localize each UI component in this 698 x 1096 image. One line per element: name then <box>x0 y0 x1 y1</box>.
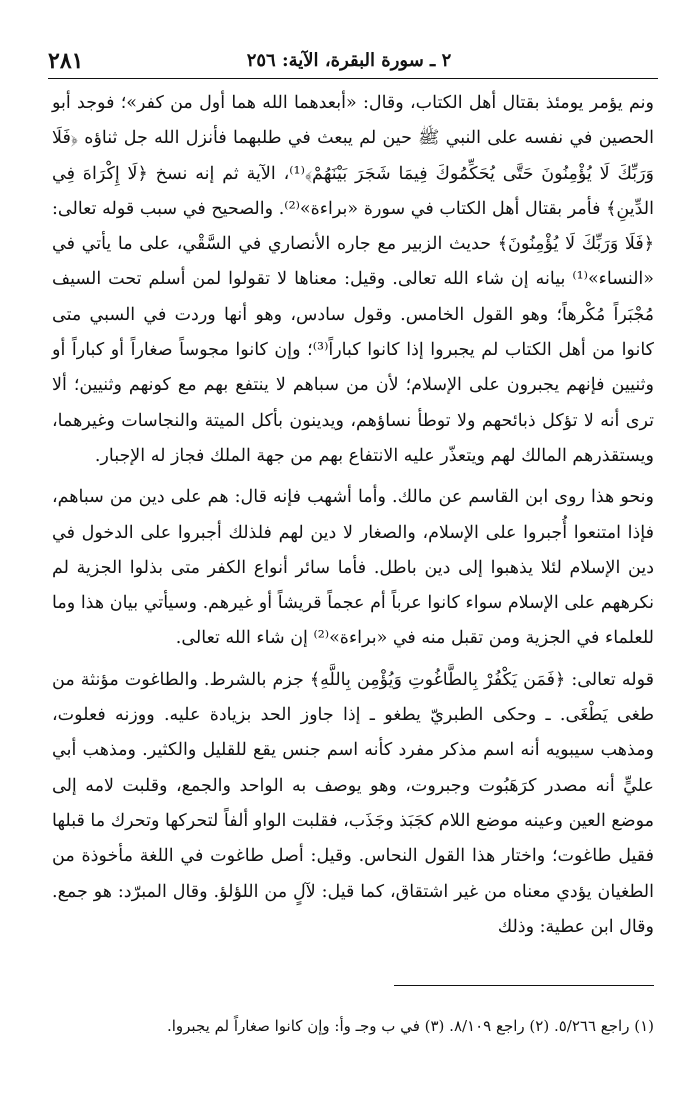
paragraph-1: ونم يؤمر يومئذ بقتال أهل الكتاب، وقال: «أبعدهما الله هما أول من كفر»؛ فوجد أبو الحصين في نفسه على النبي ﷺ حين لم يبعث في طلبهما فأنزل الله جل ثناؤه ﴿فَلَا وَرَبِّكَ لَا يُؤْمِنُونَ حَتَّى يُحَكِّمُوكَ فِيمَا شَجَرَ بَيْنَهُمْ﴾⁽¹⁾، الآية ثم إنه نسخ ﴿لَا إِكْرَاهَ فِي الدِّينِ﴾ فأمر بقتال أهل الكتاب في سورة «براءة»⁽²⁾. والصحيح في سبب قوله تعالى: ﴿فَلَا وَرَبِّكَ لَا يُؤْمِنُونَ﴾ حديث الزبير مع جاره الأنصاري في السَّقْي، على ما يأتي في «النساء»⁽¹⁾ بيانه إن شاء الله تعالى. وقيل: معناها لا تقولوا لمن أسلم تحت السيف مُجْبَراً مُكْرهاً؛ وهو القول الخامس. وقول سادس، وهو أنها وردت في السبي متى كانوا من أهل الكتاب لم يجبروا إذا كانوا كباراً⁽³⁾؛ وإن كانوا مجوساً صغاراً أو كباراً أو وثنيين فإنهم يجبرون على الإسلام؛ لأن من سباهم لا ينتفع بهم مع كونهم وثنيين؛ ألا ترى أنه لا تؤكل ذبائحهم ولا توطأ نساؤهم، ويدينون بأكل الميتة والنجاسات وغيرهما، ويستقذرهم المالك لهم ويتعذّر عليه الانتفاع بهم من جهة الملك فجاز له الإجبار. <box>52 93 655 466</box>
footnote-rule <box>394 985 654 986</box>
paragraph-2: ونحو هذا روى ابن القاسم عن مالك. وأما أشهب فإنه قال: هم على دين من سباهم، فإذا امتنعوا أُجبروا على الإسلام، والصغار لا دين لهم فلذلك أجبروا على الدخول في دين الإسلام لئلا يذهبوا إلى دين باطل. فأما سائر أنواع الكفر متى بذلوا الجزية لم نكرههم على الإسلام سواء كانوا عرباً أم عجماً قريشاً أو غيرهم. وسيأتي بيان هذا وما للعلماء في الجزية ومن تقبل منه في «براءة»⁽²⁾ إن شاء الله تعالى. <box>52 487 654 649</box>
running-head: ٢ ـ سورة البقرة، الآية: ٢٥٦ <box>246 50 452 71</box>
header-rule <box>48 78 658 79</box>
footnotes: (١) راجع ٥/٢٦٦. (٢) راجع ٨/١٠٩. (٣) في ب وجـ وأ: وإن كانوا صغاراً لم يجبروا. <box>166 1017 654 1035</box>
paragraph-3: قوله تعالى: ﴿فَمَن يَكْفُرْ بِالطَّاغُوتِ وَيُؤْمِن بِاللَّهِ﴾ جزم بالشرط. والطاغوت مؤنثة من طغى يَطْغَى. ـ وحكى الطبريّ يطغو ـ إذا جاوز الحد بزيادة عليه. ووزنه فعلوت، ومذهب سيبويه أنه اسم مذكر مفرد كأنه اسم جنس يقع للقليل والكثير. ومذهب أبي عليٍّ أنه مصدر كرَهَبُوت وجبروت، وهو يوصف به الواحد والجمع، وقلبت لامه إلى موضع العين وعينه موضع اللام كجَبَذ وجَذَب، فقلبت الواو ألفاً لتحركها وتحرك ما قبلها فقيل طاغوت؛ واختار هذا القول النحاس. وقيل: أصل طاغوت في اللغة مأخوذة من الطغيان يؤدي معناه من غير اشتقاق، كما قيل: لآلٍ من اللؤلؤ. وقال المبرّد: هو جمع. وقال ابن عطية: وذلك <box>52 669 654 937</box>
main-text <box>52 86 654 945</box>
page-header <box>48 48 650 78</box>
page-number: ٢٨١ <box>48 48 84 74</box>
